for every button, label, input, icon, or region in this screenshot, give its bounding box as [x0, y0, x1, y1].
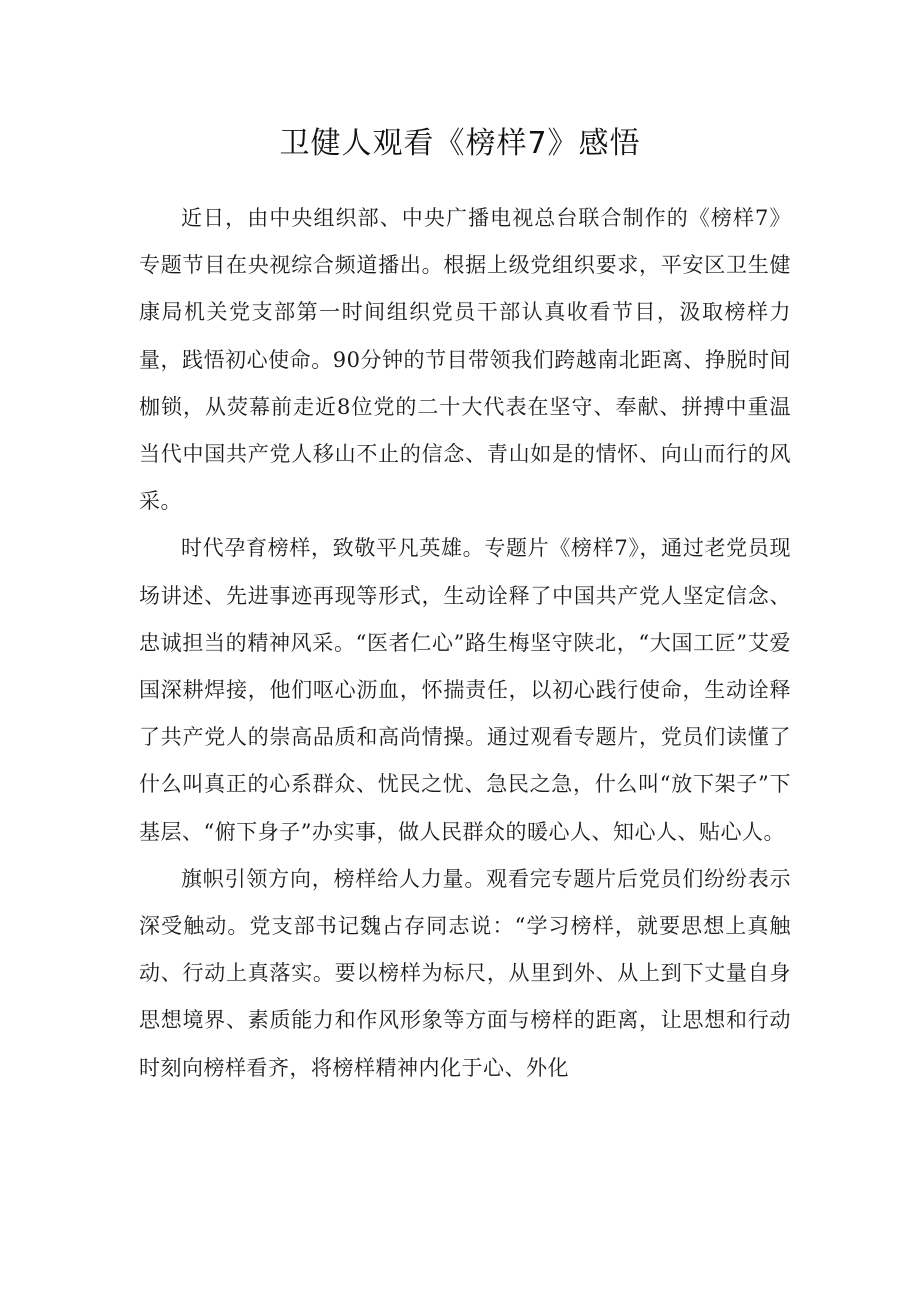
document-title: 卫健人观看《榜样7》感悟 [279, 126, 641, 161]
paragraph-1: 近日，由中央组织部、中央广播电视总台联合制作的《榜样7》专题节目在央视综合频道播出。根据上级党组织要求，平安区卫生健康局机关党支部第一时间组织党员干部认真收看节目，汲取榜样力量，践悟初心使命。90分钟的节目带领我们跨越南北距离、挣脱时间枷锁，从荧幕前走近8位党的二十大代表在坚守、奉献、拼搏中重温当代中国共产党人移山不止的信念、青山如是的情怀、向山而行的风采。 [139, 206, 791, 514]
document-body [139, 195, 791, 1092]
paragraph-2: 时代孕育榜样，致敬平凡英雄。专题片《榜样7》，通过老党员现场讲述、先进事迹再现等形式，生动诠释了中国共产党人坚定信念、忠诚担当的精神风采。“医者仁心”路生梅坚守陕北，“大国工匠”艾爱国深耕焊接，他们呕心沥血，怀揣责任，以初心践行使命，生动诠释了共产党人的崇高品质和高尚情操。通过观看专题片，党员们读懂了什么叫真正的心系群众、忧民之忧、急民之急，什么叫“放下架子”下基层、“俯下身子”办实事，做人民群众的暖心人、知心人、贴心人。 [139, 536, 791, 844]
paragraph-3: 旗帜引领方向，榜样给人力量。观看完专题片后党员们纷纷表示深受触动。党支部书记魏占存同志说：“学习榜样，就要思想上真触动、行动上真落实。要以榜样为标尺，从里到外、从上到下丈量自身思想境界、素质能力和作风形象等方面与榜样的距离，让思想和行动时刻向榜样看齐，将榜样精神内化于心、外化 [139, 866, 791, 1080]
